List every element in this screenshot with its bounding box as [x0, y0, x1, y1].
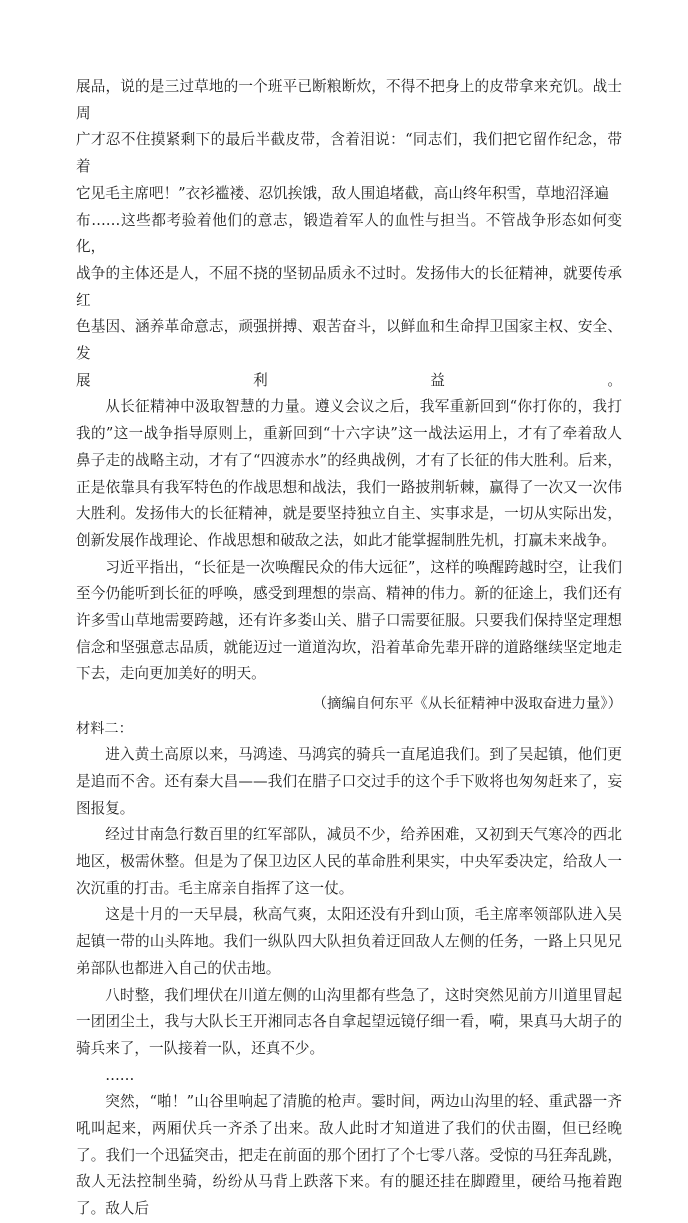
source-citation: （摘编自何东平《从长征精神中汲取奋进力量》） — [312, 696, 622, 713]
material2-paragraph-1: 进入黄土高原以来，马鸿逵、马鸿宾的骑兵一直尾追我们。到了吴起镇，他们更是追而不舍。还有秦大昌——我们在腊子口交过手的这个手下败将也匆匆赶来了，妄图报复。 — [76, 746, 622, 817]
material1-paragraph-1 — [76, 74, 622, 394]
spread-char: 利 — [253, 371, 268, 389]
material2-paragraph-3: 这是十月的一天早晨，秋高气爽，太阳还没有升到山顶，毛主席率领部队进入吴起镇一带的山头阵地。我们一纵队四大队担负着迂回敌人左侧的任务，一路上只见兄弟部队也都进入自己的伏击地。 — [76, 906, 622, 977]
material2-paragraph-4: 八时整，我们埋伏在川道左侧的山沟里都有些急了，这时突然见前方川道里冒起一团团尘土，我与大队长王开湘同志各自拿起望远镜仔细一看，嗬，果真马大胡子的骑兵来了，一队接着一队，还真不少。 — [76, 986, 622, 1057]
spread-char: 展 — [76, 371, 91, 389]
material1-paragraph-2: 从长征精神中汲取智慧的力量。遵义会议之后，我军重新回到“你打你的，我打我的”这一战争指导原则上，重新回到“十六字诀”这一战法运用上，才有了牵着敌人鼻子走的战略主动，才有了“四渡赤水”的经典战例，才有了长征的伟大胜利。后来，正是依靠具有我军特色的作战思想和战法，我们一路披荆斩棘，赢得了一次又一次伟大胜利。发扬伟大的长征精神，就是要坚持独立自主、实事求是，一切从实际出发，创新发展作战理论、作战思想和破敌之法，如此才能掌握制胜先机，打赢未来战争。 — [76, 398, 622, 549]
material2-label: 材料二： — [76, 721, 133, 738]
ellipsis: …… — [105, 1066, 135, 1084]
text-line: 色基因、涵养革命意志，顽强拼搏、艰苦奋斗，以鲜血和生命捍卫国家主权、安全、发 — [76, 318, 622, 363]
text-line: 广才忍不住摸紧剩下的最后半截皮带，含着泪说：“同志们，我们把它留作纪念，带着 — [76, 131, 622, 176]
spread-line — [76, 368, 622, 395]
material2-paragraph-2: 经过甘南急行数百里的红军部队，减员不少，给养困难，又初到天气寒冷的西北地区，极需休整。但是为了保卫边区人民的革命胜利果实，中央军委决定，给敌人一次沉重的打击。毛主席亲自指挥了这一仗。 — [76, 826, 622, 897]
text-line: 它见毛主席吧！”衣衫褴褛、忍饥挨饿，敌人围追堵截，高山终年积雪，草地沼泽遍 — [76, 184, 609, 202]
material1-paragraph-3: 习近平指出，“长征是一次唤醒民众的伟大远征”，这样的唤醒跨越时空，让我们至今仍能听到长征的呼唤，感受到理想的崇高、精神的伟力。新的征途上，我们还有许多雪山草地需要跨越，还有许多娄山关、腊子口需要征服。只要我们保持坚定理想信念和坚强意志品质，就能迈过一道道沟坎，沿着革命先辈开辟的道路继续坚定地走下去，走向更加美好的明天。 — [76, 558, 622, 683]
spread-char: 益 — [430, 371, 445, 389]
text-line: 展品，说的是三过草地的一个班平已断粮断炊，不得不把身上的皮带拿来充饥。战士周 — [76, 78, 622, 122]
spread-char: 。 — [607, 371, 622, 389]
text-line: 布……这些都考验着他们的意志，锻造着军人的血性与担当。不管战争形态如何变化， — [76, 211, 622, 256]
text-line: 战争的主体还是人，不屈不挠的坚韧品质永不过时。发扬伟大的长征精神，就要传承红 — [76, 264, 622, 309]
material2-paragraph-5: 突然，“啪！”山谷里响起了清脆的枪声。霎时间，两边山沟里的轻、重武器一齐吼叫起来，两厢伏兵一齐杀了出来。敌人此时才知道进了我们的伏击圈，但已经晚了。我们一个迅猛突击，把走在前面的那个团打了个七零八落。受惊的马狂奔乱跳，敌人无法控制坐骑，纷纷从马背上跌落下来。有的腿还挂在脚蹬里，硬给马拖着跑了。敌人后 — [76, 1093, 622, 1218]
